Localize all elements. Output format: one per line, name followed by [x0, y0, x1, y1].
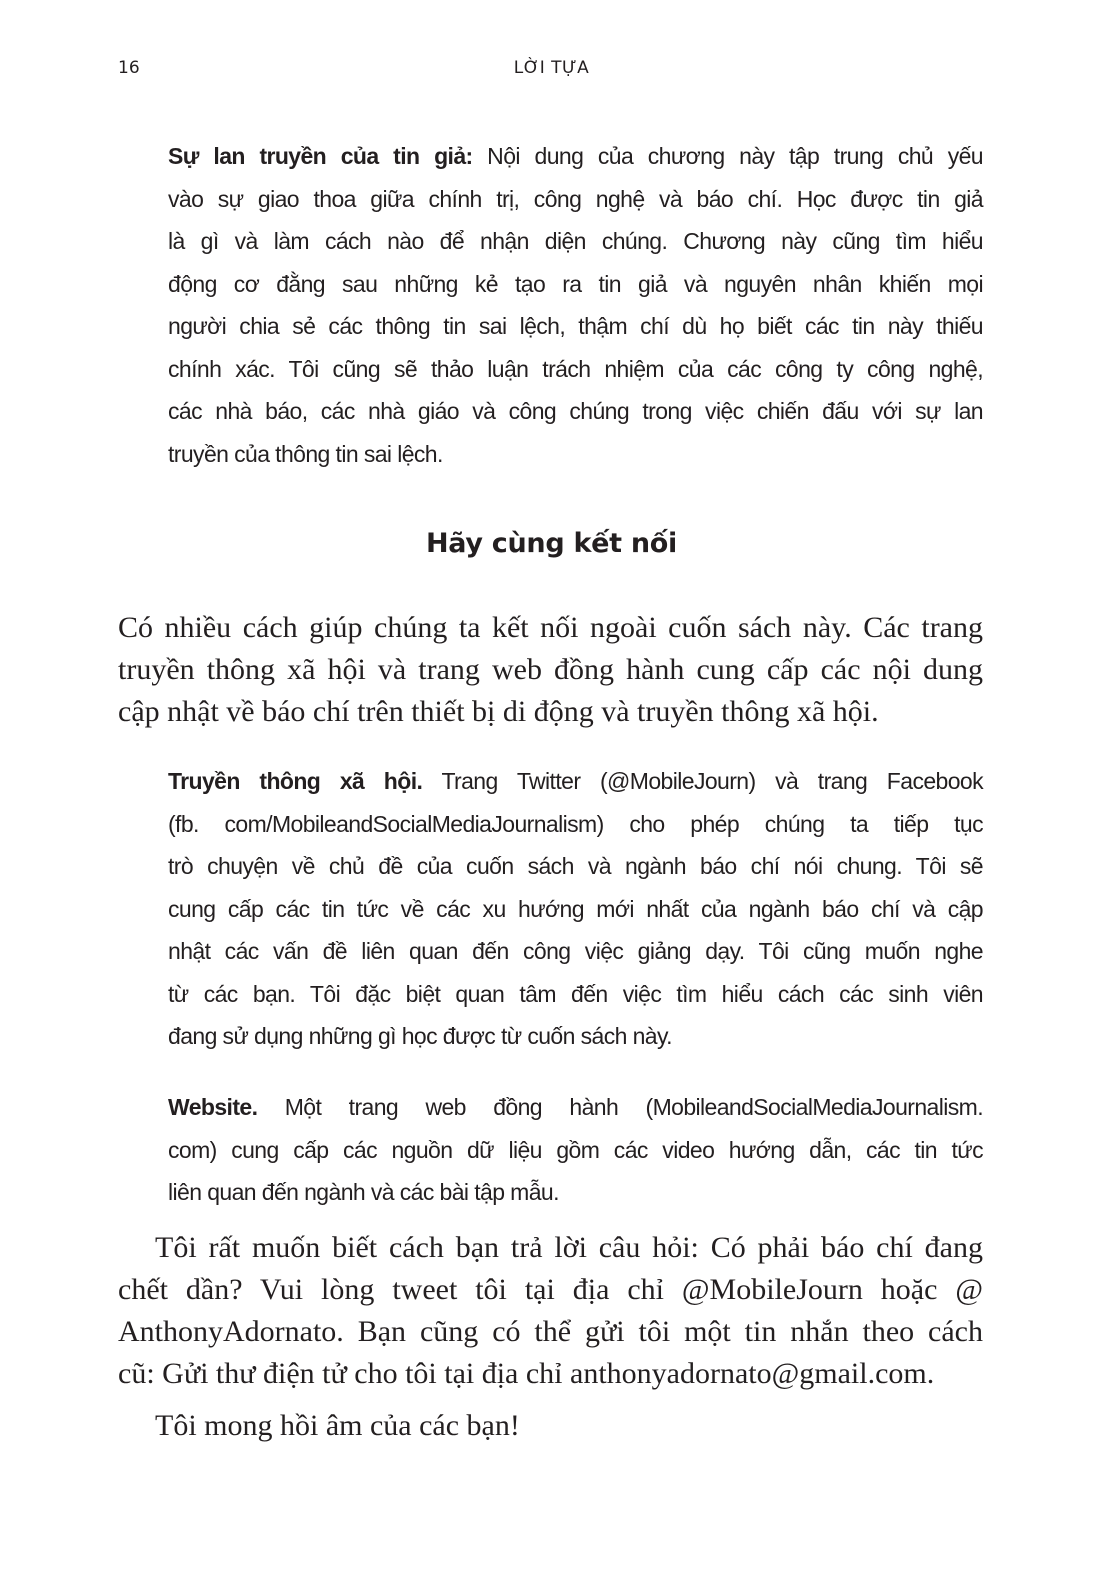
paragraph-line: cập nhật về báo chí trên thiết bị di động và truyền thông xã hội. [118, 695, 879, 728]
social-media-paragraph [168, 760, 983, 1058]
running-section-title: LỜI TỰA [513, 58, 590, 78]
paragraph-line: từ các bạn. Tôi đặc biệt quan tâm đến việc tìm hiểu cách các sinh viên [168, 980, 983, 1007]
paragraph-label: Website. [168, 1094, 258, 1120]
paragraph-line: Website. Một trang web đồng hành (MobileandSocialMediaJournalism. [168, 1094, 983, 1120]
paragraph-line: cũ: Gửi thư điện tử cho tôi tại địa chỉ anthonyadornato@gmail.com. [118, 1357, 935, 1390]
paragraph-line: Tôi rất muốn biết cách bạn trả lời câu hỏi: Có phải báo chí đang [155, 1231, 983, 1264]
paragraph-line: cung cấp các tin tức về các xu hướng mới nhất của ngành báo chí và cập [168, 895, 983, 922]
paragraph-line: truyền thông xã hội và trang web đồng hành cung cấp các nội dung [118, 653, 983, 686]
paragraph-line: liên quan đến ngành và các bài tập mẫu. [168, 1179, 559, 1205]
closing-paragraph [118, 1405, 983, 1447]
paragraph-line: Sự lan truyền của tin giả: Nội dung của chương này tập trung chủ yếu [168, 143, 983, 169]
intro-paragraph [118, 607, 983, 733]
paragraph-label: Truyền thông xã hội. [168, 768, 423, 794]
paragraph-label: Sự lan truyền của tin giả: [168, 143, 473, 169]
paragraph-line: nhật các vấn đề liên quan đến công việc giảng dạy. Tôi cũng muốn nghe [168, 938, 983, 964]
fake-news-paragraph [168, 135, 983, 475]
paragraph-line: (fb. com/MobileandSocialMediaJournalism) cho phép chúng ta tiếp tục [168, 810, 983, 837]
paragraph-line: chết dần? Vui lòng tweet tôi tại địa chỉ @MobileJourn hoặc @ [118, 1273, 983, 1306]
paragraph-line: là gì và làm cách nào để nhận diện chúng. Chương này cũng tìm hiểu [168, 228, 983, 254]
paragraph-line: các nhà báo, các nhà giáo và công chúng trong việc chiến đấu với sự lan [168, 398, 983, 424]
paragraph-line: com) cung cấp các nguồn dữ liệu gồm các video hướng dẫn, các tin tức [168, 1136, 983, 1163]
paragraph-line: trò chuyện về chủ đề của cuốn sách và ngành báo chí nói chung. Tôi sẽ [168, 853, 983, 879]
paragraph-line: động cơ đằng sau những kẻ tạo ra tin giả và nguyên nhân khiến mọi [168, 270, 983, 297]
paragraph-line: Truyền thông xã hội. Trang Twitter (@MobileJourn) và trang Facebook [168, 768, 984, 794]
paragraph-line: vào sự giao thoa giữa chính trị, công nghệ và báo chí. Học được tin giả [168, 185, 983, 212]
paragraph-line: truyền của thông tin sai lệch. [168, 440, 443, 467]
paragraph-line: người chia sẻ các thông tin sai lệch, thậm chí dù họ biết các tin này thiếu [168, 313, 983, 339]
closing-line: Tôi mong hồi âm của các bạn! [155, 1409, 520, 1442]
page-number: 16 [118, 58, 140, 78]
paragraph-line: đang sử dụng những gì học được từ cuốn sách này. [168, 1023, 672, 1049]
running-header [0, 58, 1103, 86]
paragraph-line: chính xác. Tôi cũng sẽ thảo luận trách nhiệm của các công ty công nghệ, [168, 355, 983, 382]
paragraph-line: AnthonyAdornato. Bạn cũng có thể gửi tôi một tin nhắn theo cách [118, 1315, 983, 1348]
website-paragraph [168, 1086, 983, 1214]
paragraph-line: Có nhiều cách giúp chúng ta kết nối ngoài cuốn sách này. Các trang [118, 611, 983, 644]
contact-paragraph [118, 1227, 983, 1395]
section-heading: Hãy cùng kết nối [426, 528, 677, 559]
